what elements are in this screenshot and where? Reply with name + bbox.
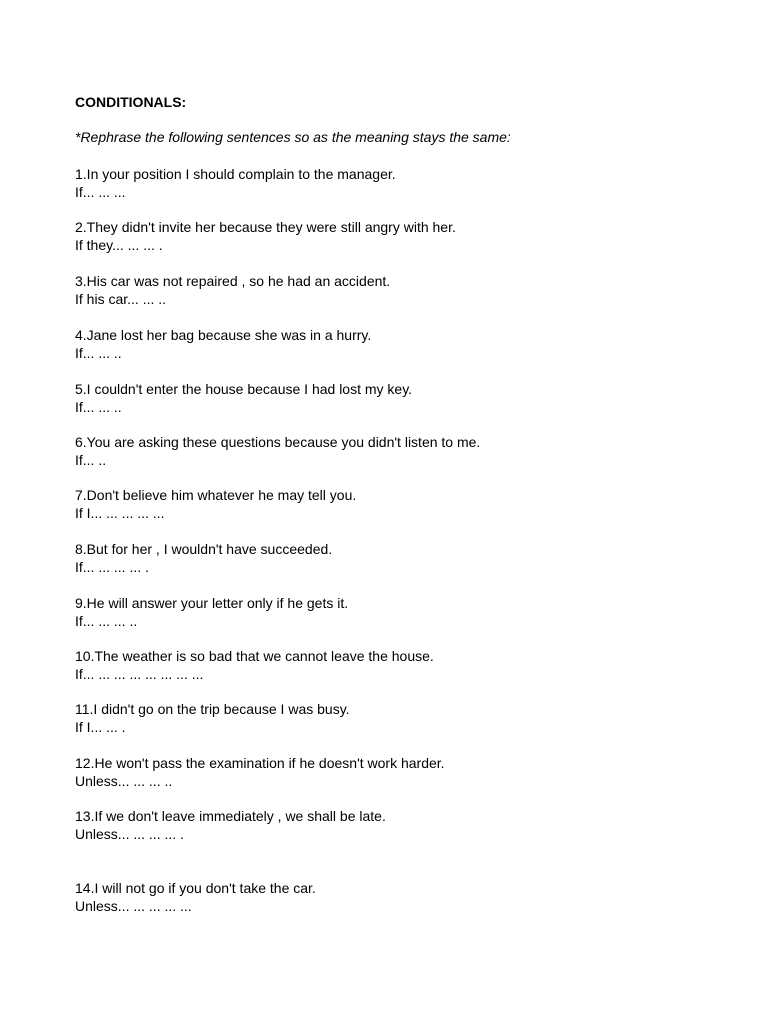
exercise-item-6 <box>75 433 480 469</box>
exercise-prompt: If... ... ... <box>75 184 126 200</box>
exercise-prompt: Unless... ... ... ... ... <box>75 898 192 914</box>
exercise-item-11 <box>75 700 350 736</box>
exercise-prompt: If I... ... ... ... ... <box>75 505 165 521</box>
exercise-prompt: If... ... .. <box>75 399 122 415</box>
exercise-item-13 <box>75 807 386 843</box>
exercise-item-14 <box>75 879 316 915</box>
exercise-item-3 <box>75 272 390 308</box>
exercise-item-12 <box>75 754 445 790</box>
exercise-prompt: Unless... ... ... ... . <box>75 826 184 842</box>
worksheet-title: CONDITIONALS: <box>75 94 187 110</box>
exercise-item-4 <box>75 326 371 362</box>
exercise-prompt: If... ... .. <box>75 345 122 361</box>
exercise-item-1 <box>75 165 396 201</box>
exercise-sentence: 5.I couldn't enter the house because I had lost my key. <box>75 381 413 397</box>
exercise-sentence: 6.You are asking these questions because you didn't listen to me. <box>75 434 481 450</box>
exercise-sentence: 8.But for her , I wouldn't have succeeded. <box>75 541 333 557</box>
exercise-sentence: 9.He will answer your letter only if he gets it. <box>75 595 349 611</box>
exercise-prompt: If I... ... . <box>75 719 126 735</box>
exercise-item-10 <box>75 647 434 683</box>
exercise-sentence: 10.The weather is so bad that we cannot leave the house. <box>75 648 434 664</box>
exercise-prompt: If... ... ... ... ... ... ... ... <box>75 666 204 682</box>
exercise-prompt: If... .. <box>75 452 107 468</box>
exercise-sentence: 11.I didn't go on the trip because I was busy. <box>75 701 350 717</box>
exercise-sentence: 1.In your position I should complain to the manager. <box>75 166 396 182</box>
exercise-sentence: 14.I will not go if you don't take the car. <box>75 880 316 896</box>
exercise-sentence: 7.Don't believe him whatever he may tell you. <box>75 487 357 503</box>
exercise-item-9 <box>75 594 348 630</box>
exercise-sentence: 2.They didn't invite her because they were still angry with her. <box>75 219 456 235</box>
exercise-prompt: Unless... ... ... .. <box>75 773 173 789</box>
exercise-sentence: 4.Jane lost her bag because she was in a hurry. <box>75 327 372 343</box>
exercise-prompt: If they... ... ... . <box>75 237 163 253</box>
exercise-prompt: If his car... ... .. <box>75 291 167 307</box>
exercise-sentence: 12.He won't pass the examination if he doesn't work harder. <box>75 755 445 771</box>
exercise-item-8 <box>75 540 332 576</box>
exercise-prompt: If... ... ... .. <box>75 613 138 629</box>
exercise-item-7 <box>75 486 356 522</box>
exercise-sentence: 3.His car was not repaired , so he had an accident. <box>75 273 391 289</box>
exercise-sentence: 13.If we don't leave immediately , we shall be late. <box>75 808 386 824</box>
exercise-prompt: If... ... ... ... . <box>75 559 149 575</box>
worksheet-instruction: *Rephrase the following sentences so as the meaning stays the same: <box>75 129 511 145</box>
exercise-item-5 <box>75 380 412 416</box>
exercise-item-2 <box>75 218 456 254</box>
